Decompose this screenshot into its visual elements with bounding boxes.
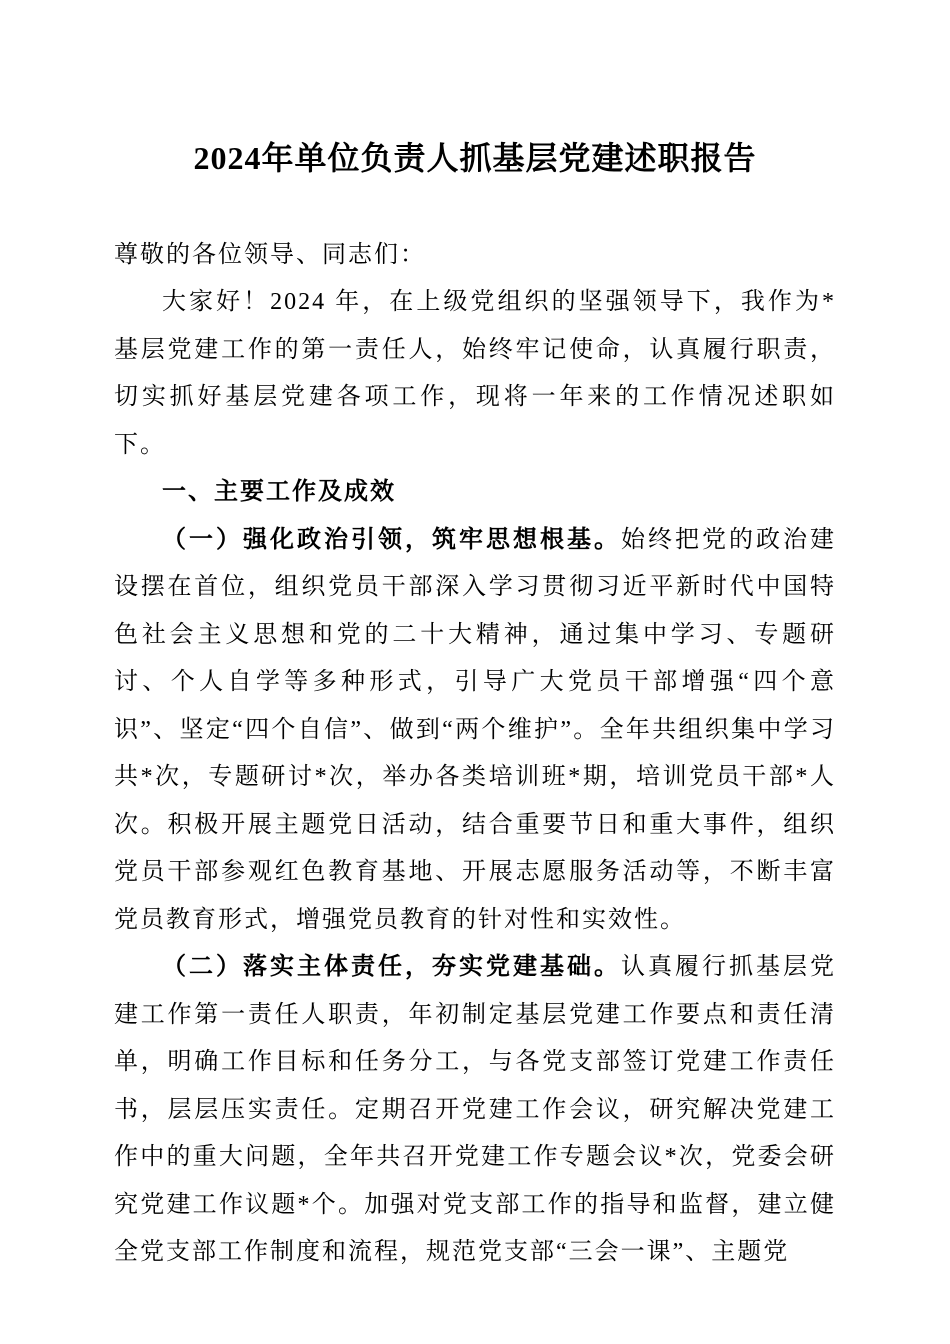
- section-heading: 一、主要工作及成效: [162, 479, 396, 506]
- section-2-lead: （二）落实主体责任，夯实党建基础。: [162, 954, 621, 981]
- section-1-lead: （一）强化政治引领，筑牢思想根基。: [162, 526, 621, 553]
- document-title: 2024年单位负责人抓基层党建述职报告: [193, 140, 757, 176]
- section-paragraph-1: [114, 517, 836, 945]
- salutation: 尊敬的各位领导、同志们：: [114, 241, 426, 268]
- section-paragraph-2: [114, 944, 836, 1277]
- section-2-text: 认真履行抓基层党建工作第一责任人职责，年初制定基层党建工作要点和责任清单，明确工作目标和任务分工，与各党支部签订党建工作责任书，层层压实责任。定期召开党建工作会议，研究解决党建工作中的重大问题，全年共召开党建工作专题会议*次，党委会研究党建工作议题*个。加强对党支部工作的指导和监督，建立健全党支部工作制度和流程，规范党支部“三会一课”、主题党: [114, 954, 836, 1266]
- intro-paragraph: 大家好！2024 年，在上级党组织的坚强领导下，我作为*基层党建工作的第一责任人，始终牢记使命，认真履行职责，切实抓好基层党建各项工作，现将一年来的工作情况述职如下。: [114, 289, 836, 458]
- section-1-text: 始终把党的政治建设摆在首位，组织党员干部深入学习贯彻习近平新时代中国特色社会主义思想和党的二十大精神，通过集中学习、专题研讨、个人自学等多种形式，引导广大党员干部增强“四个意识”、坚定“四个自信”、做到“两个维护”。全年共组织集中学习共*次，专题研讨*次，举办各类培训班*期，培训党员干部*人次。积极开展主题党日活动，结合重要节日和重大事件，组织党员干部参观红色教育基地、开展志愿服务活动等，不断丰富党员教育形式，增强党员教育的针对性和实效性。: [114, 526, 836, 933]
